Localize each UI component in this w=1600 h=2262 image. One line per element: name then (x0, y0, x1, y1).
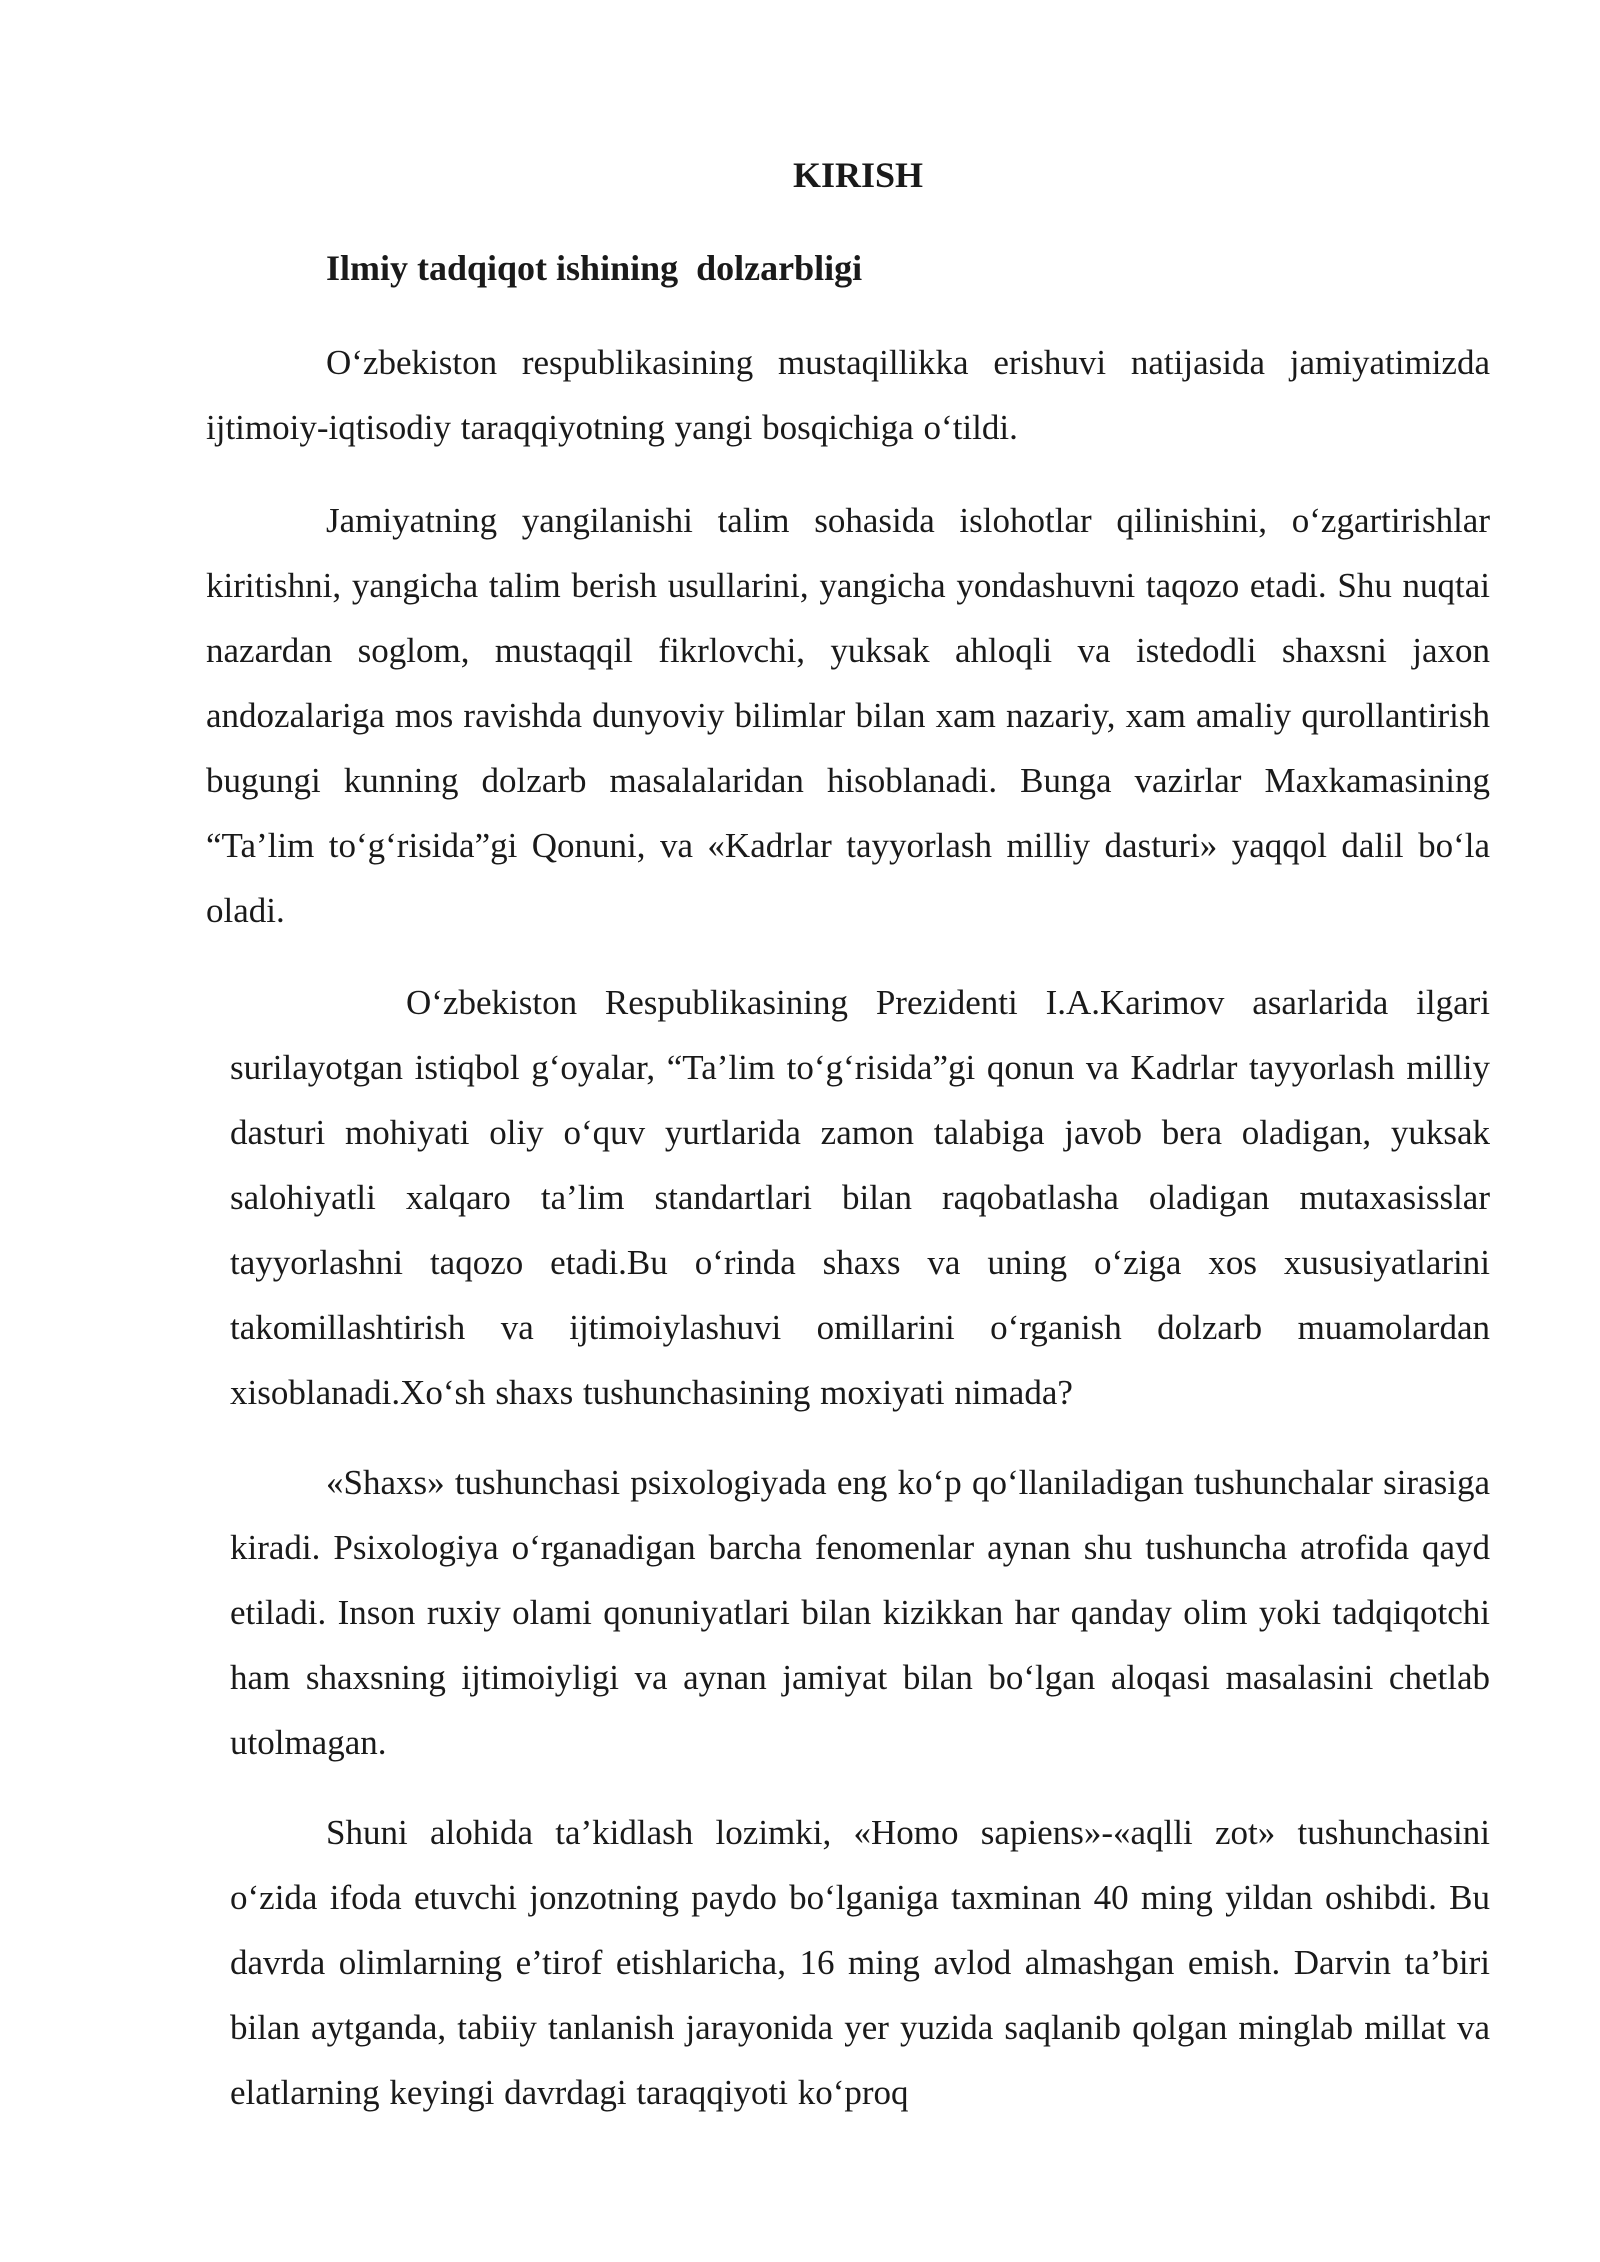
paragraph-5: Shuni alohida ta’kidlash lozimki, «Homo sapiens»-«aqlli zot» tushunchasini o‘zida ifoda etuvchi jonzotning paydo bo‘lganiga taxminan 40 ming yildan oshibdi. Bu davrda olimlarning e’tirof etishlaricha, 16 ming avlod almashgan emish. Darvin ta’biri bilan aytganda, tabiiy tanlanish jarayonida yer yuzida saqlanib qolgan minglab millat va elatlarning keyingi davrdagi taraqqiyoti ko‘proq (230, 1813, 1490, 2112)
paragraph-1: O‘zbekiston respublikasining mustaqillikka erishuvi natijasida jamiyatimizda ijtimoiy-iqtisodiy taraqqiyotning yangi bosqichiga o‘tildi. (206, 343, 1490, 447)
paragraph-4: «Shaxs» tushunchasi psixologiyada eng ko‘p qo‘llaniladigan tushunchalar sirasiga kiradi. Psixologiya o‘rganadigan barcha fenomenlar aynan shu tushuncha atrofida qayd etiladi. Inson ruxiy olami qonuniyatlari bilan kizikkan har qanday olim yoki tadqiqotchi ham shaxsning ijtimoiyligi va aynan jamiyat bilan bo‘lgan aloqasi masalasini chetlab utolmagan. (230, 1463, 1490, 1762)
document-title: KIRISH (792, 155, 924, 195)
section-heading: Ilmiy tadqiqot ishining dolzarbligi (326, 248, 863, 288)
paragraph-3: O‘zbekiston Respublikasining Prezidenti I.A.Karimov asarlarida ilgari surilayotgan istiqbol g‘oyalar, “Ta’lim to‘g‘risida”gi qonun va Kadrlar tayyorlash milliy dasturi mohiyati oliy o‘quv yurtlarida zamon talabiga javob bera oladigan, yuksak salohiyatli xalqaro ta’lim standartlari bilan raqobatlasha oladigan mutaxasisslar tayyorlashni taqozo etadi.Bu o‘rinda shaxs va uning o‘ziga xos xususiyatlarini takomillashtirish va ijtimoiylashuvi omillarini o‘rganish dolzarb muamolardan xisoblanadi.Xo‘sh shaxs tushunchasining moxiyati nimada? (230, 983, 1490, 1412)
paragraph-2: Jamiyatning yangilanishi talim sohasida islohotlar qilinishini, o‘zgartirishlar kiritishni, yangicha talim berish usullarini, yangicha yondashuvni taqozo etadi. Shu nuqtai nazardan soglom, mustaqqil fikrlovchi, yuksak ahloqli va istedodli shaxsni jaxon andozalariga mos ravishda dunyoviy bilimlar bilan xam nazariy, xam amaliy qurollantirish bugungi kunning dolzarb masalalaridan hisoblanadi. Bunga vazirlar Maxkamasining “Ta’lim to‘g‘risida”gi Qonuni, va «Kadrlar tayyorlash milliy dasturi» yaqqol dalil bo‘la oladi. (206, 501, 1490, 930)
